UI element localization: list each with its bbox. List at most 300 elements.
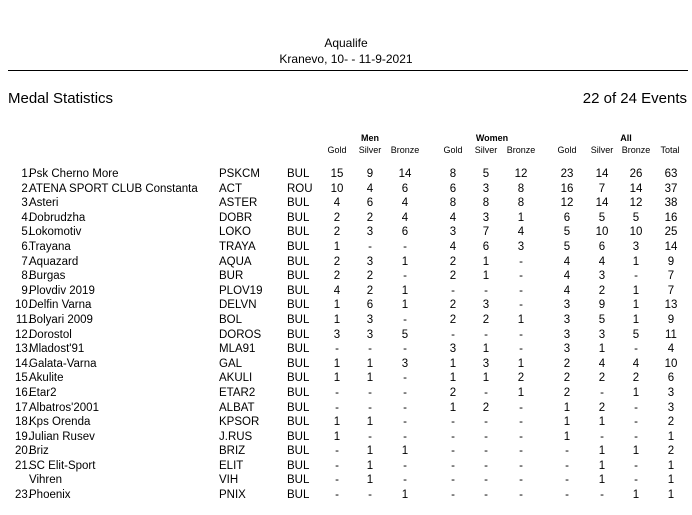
meet-name: Aqualife [324, 36, 368, 50]
all-gold-cell: 1 [563, 430, 571, 443]
men-silver-cell: 4 [366, 182, 374, 195]
rank-cell: 7. [21, 255, 31, 268]
men-silver-cell: 1 [366, 474, 374, 487]
women-silver-cell: - [484, 474, 488, 487]
men-silver-cell: - [368, 430, 372, 443]
men-bronze-cell: 1 [401, 299, 409, 312]
all-bronze-cell: - [634, 343, 638, 356]
rank-cell: 12. [15, 328, 31, 341]
men-bronze-cell: - [403, 270, 407, 283]
nation-cell: BUL [287, 489, 310, 502]
all-bronze-cell: 26 [629, 168, 643, 180]
club-code-cell: BRIZ [219, 445, 246, 458]
all-gold-cell: 2 [563, 386, 571, 399]
women-gold-cell: - [451, 328, 455, 341]
table-row [0, 255, 692, 270]
all-bronze-cell: - [634, 416, 638, 429]
men-gold-header: Gold [327, 145, 347, 155]
rank-cell: 10. [15, 299, 31, 312]
all-silver-cell: 1 [598, 474, 606, 487]
all-gold-cell: 4 [563, 255, 571, 268]
club-name-cell: Akulite [29, 372, 64, 385]
women-silver-cell: - [484, 386, 488, 399]
men-bronze-cell: 1 [401, 255, 409, 268]
all-gold-header: Gold [557, 145, 577, 155]
all-silver-cell: 1 [598, 343, 606, 356]
table-row [0, 401, 692, 416]
club-code-cell: TRAYA [219, 240, 256, 253]
all-total-cell: 7 [667, 270, 675, 283]
women-bronze-cell: - [519, 270, 523, 283]
rank-cell: 6. [21, 240, 31, 253]
all-bronze-cell: 2 [632, 372, 640, 385]
men-gold-cell: 15 [330, 168, 344, 180]
all-gold-cell: 4 [563, 284, 571, 297]
table-row [0, 342, 692, 357]
club-code-cell: LOKO [219, 226, 251, 239]
all-total-cell: 25 [664, 226, 678, 239]
women-silver-cell: 1 [482, 372, 490, 385]
women-bronze-cell: - [519, 328, 523, 341]
men-gold-cell: 1 [333, 240, 341, 253]
women-silver-cell: - [484, 416, 488, 429]
nation-cell: BUL [287, 386, 310, 399]
men-bronze-cell: - [403, 386, 407, 399]
club-name-cell: Vihren [29, 474, 63, 487]
all-bronze-cell: - [634, 459, 638, 472]
club-name-cell: ATENA SPORT CLUB Constanta [29, 182, 198, 195]
all-bronze-header: Bronze [621, 145, 651, 155]
medal-table [0, 167, 692, 503]
events-count: 22 of 24 Events [582, 90, 687, 107]
men-bronze-cell: - [403, 430, 407, 443]
men-silver-cell: 3 [366, 255, 374, 268]
all-bronze-cell: - [634, 270, 638, 283]
all-total-cell: 16 [664, 211, 678, 224]
men-silver-cell: - [368, 240, 372, 253]
nation-cell: BUL [287, 459, 310, 472]
men-silver-cell: - [368, 343, 372, 356]
men-silver-cell: 1 [366, 445, 374, 458]
club-code-cell: AQUA [219, 255, 252, 268]
men-silver-cell: 2 [366, 211, 374, 224]
women-silver-cell: 6 [482, 240, 490, 253]
women-group-header: Women [475, 133, 509, 143]
women-bronze-cell: - [519, 430, 523, 443]
club-name-cell: Trayana [29, 240, 71, 253]
women-gold-cell: 1 [449, 357, 457, 370]
club-code-cell: BOL [219, 313, 243, 326]
women-gold-cell: - [451, 284, 455, 297]
all-gold-cell: 12 [560, 197, 574, 210]
club-name-cell: Bolyari 2009 [29, 313, 93, 326]
women-bronze-cell: - [519, 416, 523, 429]
women-silver-cell: 3 [482, 299, 490, 312]
all-total-cell: 2 [667, 416, 675, 429]
table-row [0, 371, 692, 386]
all-total-cell: 9 [667, 313, 675, 326]
women-bronze-cell: 8 [517, 182, 525, 195]
women-silver-cell: 3 [482, 211, 490, 224]
women-bronze-cell: - [519, 401, 523, 414]
women-bronze-cell: 3 [517, 240, 525, 253]
men-bronze-cell: 3 [401, 357, 409, 370]
table-row [0, 459, 692, 474]
men-silver-cell: - [368, 489, 372, 502]
rank-cell: 13. [15, 343, 31, 356]
all-bronze-cell: 3 [632, 240, 640, 253]
all-total-cell: 7 [667, 284, 675, 297]
rank-cell: 1. [21, 168, 31, 180]
women-bronze-cell: 12 [514, 168, 528, 180]
men-silver-cell: 2 [366, 270, 374, 283]
all-bronze-cell: - [634, 474, 638, 487]
club-code-cell: ETAR2 [219, 386, 256, 399]
women-gold-cell: 2 [449, 270, 457, 283]
nation-cell: BUL [287, 357, 310, 370]
men-group-header: Men [361, 133, 379, 143]
all-bronze-cell: 1 [632, 299, 640, 312]
women-gold-cell: 8 [449, 197, 457, 210]
club-name-cell: Psk Cherno More [29, 168, 119, 180]
rank-cell: 9. [21, 284, 31, 297]
all-total-cell: 3 [667, 401, 675, 414]
all-bronze-cell: 5 [632, 211, 640, 224]
men-silver-cell: 1 [366, 459, 374, 472]
men-gold-cell: - [335, 474, 339, 487]
all-gold-cell: 16 [560, 182, 574, 195]
nation-cell: BUL [287, 372, 310, 385]
all-total-cell: 63 [664, 168, 678, 180]
rank-cell: 17. [15, 401, 31, 414]
table-row [0, 473, 692, 488]
all-silver-cell: 1 [598, 416, 606, 429]
table-row [0, 269, 692, 284]
nation-cell: BUL [287, 240, 310, 253]
all-silver-cell: 3 [598, 328, 606, 341]
men-gold-cell: - [335, 459, 339, 472]
nation-cell: BUL [287, 299, 310, 312]
men-bronze-cell: - [403, 313, 407, 326]
women-silver-cell: - [484, 430, 488, 443]
women-gold-cell: 3 [449, 343, 457, 356]
table-row [0, 415, 692, 430]
club-code-cell: DOBR [219, 211, 253, 224]
all-bronze-cell: - [634, 401, 638, 414]
men-bronze-cell: 4 [401, 197, 409, 210]
all-silver-cell: 2 [598, 284, 606, 297]
men-gold-cell: 2 [333, 270, 341, 283]
rank-cell: 4. [21, 211, 31, 224]
women-bronze-cell: 1 [517, 357, 525, 370]
men-silver-cell: 1 [366, 416, 374, 429]
women-silver-cell: 3 [482, 182, 490, 195]
table-row [0, 225, 692, 240]
men-bronze-cell: 1 [401, 489, 409, 502]
women-gold-cell: 2 [449, 313, 457, 326]
club-name-cell: Kps Orenda [29, 416, 91, 429]
all-silver-cell: 2 [598, 401, 606, 414]
women-silver-cell: - [484, 445, 488, 458]
table-row [0, 430, 692, 445]
all-silver-cell: - [600, 489, 604, 502]
women-silver-cell: 7 [482, 226, 490, 239]
women-silver-cell: 1 [482, 270, 490, 283]
table-row [0, 284, 692, 299]
men-gold-cell: 3 [333, 328, 341, 341]
men-bronze-cell: - [403, 474, 407, 487]
header-divider [8, 70, 688, 71]
club-code-cell: KPSOR [219, 416, 260, 429]
page-title: Medal Statistics [8, 90, 114, 107]
table-row [0, 328, 692, 343]
women-gold-cell: 2 [449, 386, 457, 399]
men-bronze-cell: 6 [401, 182, 409, 195]
all-total-cell: 1 [667, 459, 675, 472]
women-silver-cell: - [484, 489, 488, 502]
men-silver-cell: 2 [366, 284, 374, 297]
men-bronze-cell: - [403, 240, 407, 253]
women-silver-cell: 2 [482, 401, 490, 414]
rank-cell: 21. [15, 459, 31, 472]
all-total-cell: 4 [667, 343, 675, 356]
men-bronze-cell: 4 [401, 211, 409, 224]
table-row [0, 313, 692, 328]
rank-cell: 15. [15, 372, 31, 385]
all-silver-cell: 3 [598, 270, 606, 283]
women-silver-cell: 1 [482, 343, 490, 356]
all-gold-cell: 3 [563, 328, 571, 341]
men-gold-cell: 1 [333, 299, 341, 312]
club-name-cell: Galata-Varna [29, 357, 97, 370]
club-code-cell: J.RUS [219, 430, 253, 443]
women-silver-cell: 1 [482, 255, 490, 268]
all-gold-cell: 23 [560, 168, 574, 180]
all-gold-cell: 1 [563, 401, 571, 414]
table-row [0, 211, 692, 226]
women-gold-cell: 4 [449, 211, 457, 224]
women-bronze-cell: - [519, 299, 523, 312]
all-gold-cell: - [565, 489, 569, 502]
men-silver-cell: 1 [366, 372, 374, 385]
all-silver-cell: - [600, 430, 604, 443]
men-silver-cell: 9 [366, 168, 374, 180]
men-silver-cell: 3 [366, 313, 374, 326]
all-bronze-cell: 12 [629, 197, 643, 210]
women-silver-cell: 2 [482, 313, 490, 326]
women-gold-cell: 4 [449, 240, 457, 253]
women-bronze-cell: 4 [517, 226, 525, 239]
club-name-cell: Dorostol [29, 328, 72, 341]
club-code-cell: PSKCM [219, 168, 260, 180]
men-silver-cell: 1 [366, 357, 374, 370]
club-code-cell: DOROS [219, 328, 262, 341]
club-name-cell: Plovdiv 2019 [29, 284, 95, 297]
men-silver-cell: 3 [366, 328, 374, 341]
women-gold-cell: - [451, 416, 455, 429]
all-gold-cell: 3 [563, 299, 571, 312]
all-bronze-cell: 1 [632, 386, 640, 399]
all-bronze-cell: 4 [632, 357, 640, 370]
men-bronze-header: Bronze [390, 145, 420, 155]
women-gold-cell: 2 [449, 255, 457, 268]
table-row [0, 444, 692, 459]
table-row [0, 298, 692, 313]
men-bronze-cell: - [403, 416, 407, 429]
men-bronze-cell: 6 [401, 226, 409, 239]
all-gold-cell: 3 [563, 313, 571, 326]
table-row [0, 182, 692, 197]
men-gold-cell: 1 [333, 357, 341, 370]
rank-cell: 3. [21, 197, 31, 210]
nation-cell: BUL [287, 343, 310, 356]
men-silver-cell: - [368, 386, 372, 399]
men-gold-cell: 1 [333, 372, 341, 385]
women-gold-cell: - [451, 489, 455, 502]
nation-cell: BUL [287, 430, 310, 443]
men-gold-cell: - [335, 489, 339, 502]
rank-cell: 2. [21, 182, 31, 195]
nation-cell: BUL [287, 416, 310, 429]
nation-cell: BUL [287, 168, 310, 180]
all-gold-cell: - [565, 474, 569, 487]
all-total-cell: 11 [665, 328, 677, 341]
women-gold-header: Gold [443, 145, 463, 155]
club-code-cell: ACT [219, 182, 242, 195]
women-gold-cell: 1 [449, 401, 457, 414]
club-name-cell: Asteri [29, 197, 59, 210]
women-bronze-cell: - [519, 284, 523, 297]
all-total-cell: 37 [664, 182, 678, 195]
all-silver-cell: 5 [598, 313, 606, 326]
all-total-cell: 38 [664, 197, 678, 210]
club-code-cell: VIH [219, 474, 239, 487]
all-bronze-cell: 1 [632, 445, 640, 458]
club-name-cell: Aquazard [29, 255, 79, 268]
all-gold-cell: 2 [563, 372, 571, 385]
men-gold-cell: 1 [333, 416, 341, 429]
club-code-cell: DELVN [219, 299, 257, 312]
women-gold-cell: - [451, 459, 455, 472]
rank-cell: 20. [15, 445, 31, 458]
women-bronze-cell: - [519, 445, 523, 458]
women-gold-cell: 2 [449, 299, 457, 312]
club-name-cell: Etar2 [29, 386, 57, 399]
table-row [0, 386, 692, 401]
women-bronze-cell: - [519, 489, 523, 502]
club-name-cell: Dobrudzha [29, 211, 86, 224]
all-total-cell: 1 [667, 474, 675, 487]
table-row [0, 196, 692, 211]
all-total-cell: 14 [664, 240, 678, 253]
men-silver-cell: 3 [366, 226, 374, 239]
all-bronze-cell: 1 [632, 489, 640, 502]
nation-cell: BUL [287, 226, 310, 239]
rank-cell: 16. [15, 386, 31, 399]
women-bronze-header: Bronze [506, 145, 536, 155]
women-silver-cell: 5 [482, 168, 490, 180]
all-gold-cell: - [565, 445, 569, 458]
nation-cell: BUL [287, 197, 310, 210]
all-total-cell: 3 [667, 386, 675, 399]
club-name-cell: Delfin Varna [29, 299, 92, 312]
all-total-cell: 1 [667, 430, 675, 443]
rank-cell: 18. [15, 416, 31, 429]
nation-cell: BUL [287, 211, 310, 224]
women-bronze-cell: 1 [517, 313, 525, 326]
club-name-cell: Mladost'91 [29, 343, 85, 356]
women-silver-cell: 3 [482, 357, 490, 370]
rank-cell: 14. [15, 357, 31, 370]
meet-location-date: Kranevo, 10- - 11-9-2021 [279, 52, 413, 66]
all-silver-cell: 10 [595, 226, 609, 239]
men-bronze-cell: - [403, 343, 407, 356]
women-bronze-cell: 1 [517, 386, 525, 399]
club-name-cell: SC Elit-Sport [29, 459, 96, 472]
men-bronze-cell: 5 [401, 328, 409, 341]
men-silver-cell: - [368, 401, 372, 414]
women-gold-cell: - [451, 445, 455, 458]
women-bronze-cell: 2 [517, 372, 525, 385]
all-gold-cell: - [565, 459, 569, 472]
women-silver-cell: - [484, 328, 488, 341]
women-silver-header: Silver [474, 145, 498, 155]
men-gold-cell: - [335, 401, 339, 414]
club-name-cell: Julian Rusev [29, 430, 95, 443]
club-code-cell: PLOV19 [219, 284, 263, 297]
all-bronze-cell: 1 [632, 313, 640, 326]
club-code-cell: ASTER [219, 197, 258, 210]
men-silver-cell: 6 [366, 197, 374, 210]
women-gold-cell: 1 [449, 372, 457, 385]
rank-cell: 23. [15, 489, 31, 502]
nation-cell: BUL [287, 445, 310, 458]
all-bronze-cell: 14 [629, 182, 643, 195]
table-row [0, 488, 692, 503]
men-gold-cell: 4 [333, 284, 341, 297]
women-gold-cell: - [451, 430, 455, 443]
all-total-cell: 6 [667, 372, 675, 385]
men-bronze-cell: 14 [398, 168, 412, 180]
table-row [0, 357, 692, 372]
men-gold-cell: 2 [333, 255, 341, 268]
club-name-cell: Phoenix [29, 489, 71, 502]
nation-cell: BUL [287, 284, 310, 297]
all-gold-cell: 3 [563, 343, 571, 356]
women-bronze-cell: - [519, 459, 523, 472]
nation-cell: BUL [287, 474, 310, 487]
all-silver-cell: 1 [598, 459, 606, 472]
all-total-cell: 9 [667, 255, 675, 268]
men-gold-cell: - [335, 445, 339, 458]
all-total-cell: 1 [667, 489, 675, 502]
men-gold-cell: 4 [333, 197, 341, 210]
nation-cell: BUL [287, 270, 310, 283]
women-gold-cell: 3 [449, 226, 457, 239]
all-gold-cell: 6 [563, 211, 571, 224]
men-bronze-cell: - [403, 459, 407, 472]
nation-cell: BUL [287, 255, 310, 268]
club-code-cell: PNIX [219, 489, 246, 502]
all-group-header: All [620, 133, 632, 143]
club-name-cell: Burgas [29, 270, 66, 283]
women-silver-cell: - [484, 459, 488, 472]
nation-cell: BUL [287, 313, 310, 326]
all-silver-cell: 14 [595, 168, 609, 180]
men-gold-cell: - [335, 343, 339, 356]
club-name-cell: Lokomotiv [29, 226, 82, 239]
all-total-cell: 10 [664, 357, 678, 370]
